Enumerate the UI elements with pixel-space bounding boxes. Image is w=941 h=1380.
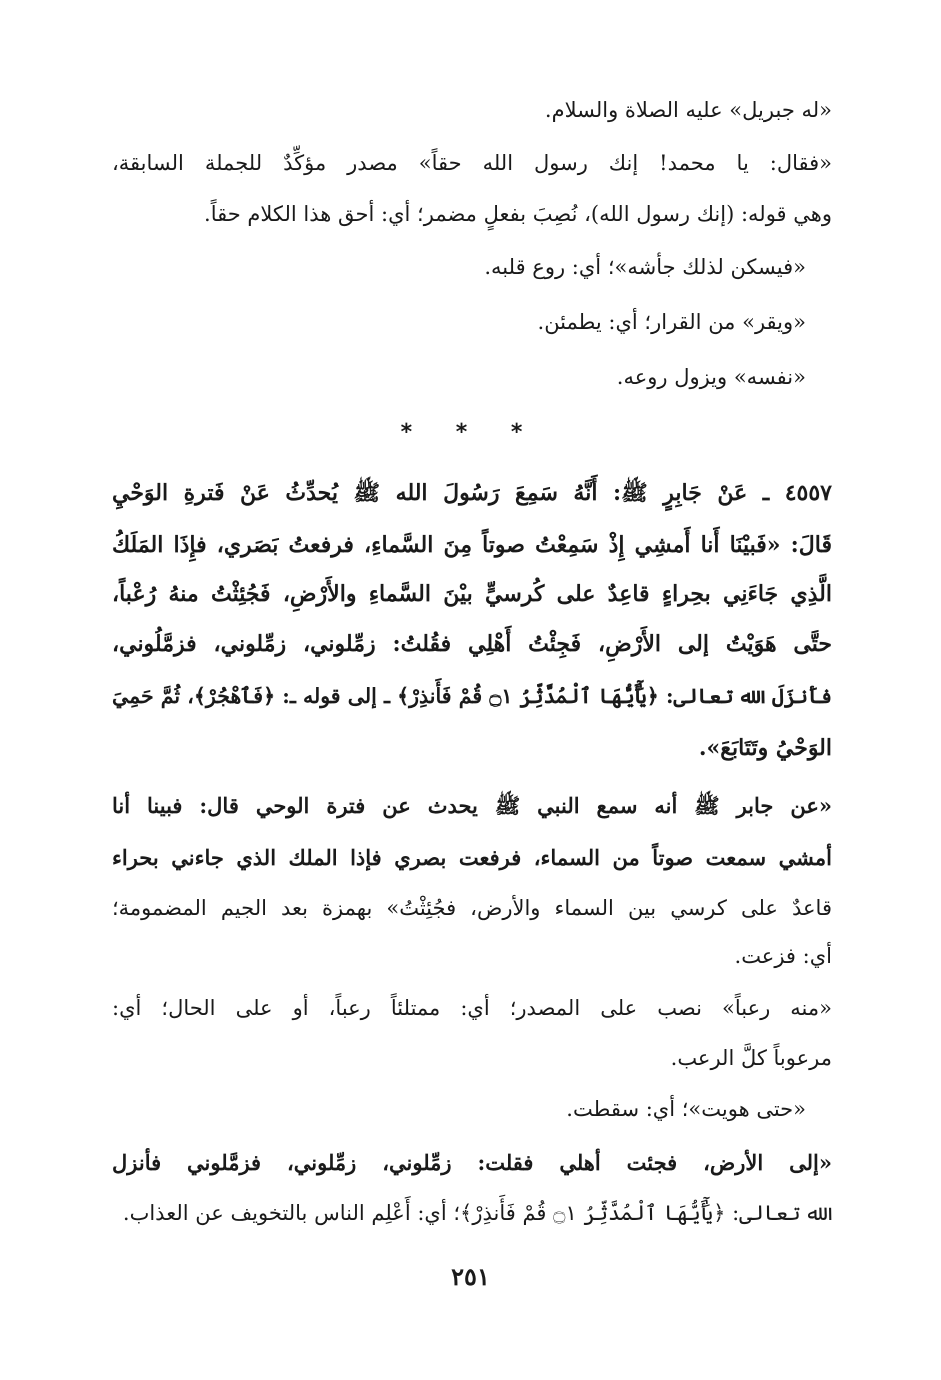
- commentary-line: أمشي سمعت صوتاً من السماء، فرفعت بصري فإذا الملك الذي جاءني بحراء: [112, 845, 832, 870]
- hadith-line: فأَنزَلَ الله تعالى: ﴿يَٰٓأَيُّهَا ٱلْمُدَّثِّرُ ۝١ قُمْ فَأَنذِرْ﴾ ـ إلى قوله ـ: ﴿فَٱهْجُرْ﴾، ثُمَّ حَمِيَ: [112, 684, 832, 708]
- page-number: ٢٥١: [451, 1262, 490, 1291]
- commentary-line: الله تعالى: ﴿يَٰٓأَيُّهَا ٱلْمُدَّثِّرُ ۝١ قُمْ فَأَنذِرْ﴾؛ أي: أَعْلِم الناس بالتخويف عن العذاب.: [122, 1201, 832, 1225]
- commentary-line: «حتى هويت»؛ أي: سقطت.: [566, 1097, 806, 1121]
- commentary-line: أي: فزعت.: [734, 944, 832, 968]
- commentary-line: «له جبريل» عليه الصلاة والسلام.: [544, 98, 832, 122]
- hadith-line: ٤٥٥٧ ـ عَنْ جَابِرٍ ﷺ: أَنَّهُ سَمِعَ رَسُولَ الله ﷺ يُحدِّثُ عَنْ فَترةِ الوَحْيِ: [112, 480, 832, 506]
- commentary-line: «إلى الأرض، فجئت أهلي فقلت: زمِّلوني، زمِّلوني، فزمَّلوني فأنزل: [112, 1150, 832, 1175]
- section-separator: * * *: [400, 420, 541, 445]
- commentary-line: «نفسه» ويزول روعه.: [616, 365, 806, 389]
- commentary-line: «ويقر» من القرار؛ أي: يطمئن.: [537, 310, 806, 334]
- commentary-line: «فيسكن لذلك جأشه»؛ أي: روع قلبه.: [484, 255, 806, 279]
- commentary-line: «منه رعباً» نصب على المصدر؛ أي: ممتلئاً رعباً، أو على الحال؛ أي:: [112, 996, 832, 1020]
- hadith-line: الوَحْيُ وتَتَابَعَ».: [698, 735, 832, 761]
- hadith-line: قَالَ: «فَبيْنَا أَنا أَمشِي إِذْ سَمِعْتُ صوتاً مِنَ السَّماءِ، فرفعتُ بَصَري، فإِذَا المَلَكُ: [112, 532, 832, 558]
- commentary-line: مرعوباً كلَّ الرعب.: [670, 1046, 832, 1070]
- commentary-line: قاعدٌ على كرسي بين السماء والأرض، فجُئِثْتُ» بهمزة بعد الجيم المضمومة؛: [112, 896, 832, 920]
- commentary-line: «فقال: يا محمد! إنك رسول الله حقاً» مصدر مؤكِّدٌ للجملة السابقة،: [112, 151, 832, 175]
- hadith-line: الَّذِي جَاءَنِي بحِراءٍ قاعِدٌ على كُرسيٍّ بيْنَ السَّماءِ والأَرْضِ، فَجُئِثْتُ منهُ رُعْباً،: [112, 581, 832, 607]
- commentary-line: «عن جابر ﷺ أنه سمع النبي ﷺ يحدث عن فترة الوحي قال: فبينا أنا: [112, 793, 832, 818]
- commentary-line: وهي قوله: (إنك رسول الله)، نُصِبَ بفعلٍ مضمر؛ أي: أحق هذا الكلام حقاً.: [204, 202, 832, 226]
- commentary-bottom: [112, 0, 832, 1250]
- hadith-line: حتَّى هَوَيْتُ إلى الأَرْضِ، فَجِئْتُ أَهْلِي فقُلتُ: زمِّلوني، زمِّلوني، فزمَّلُوني،: [112, 631, 832, 657]
